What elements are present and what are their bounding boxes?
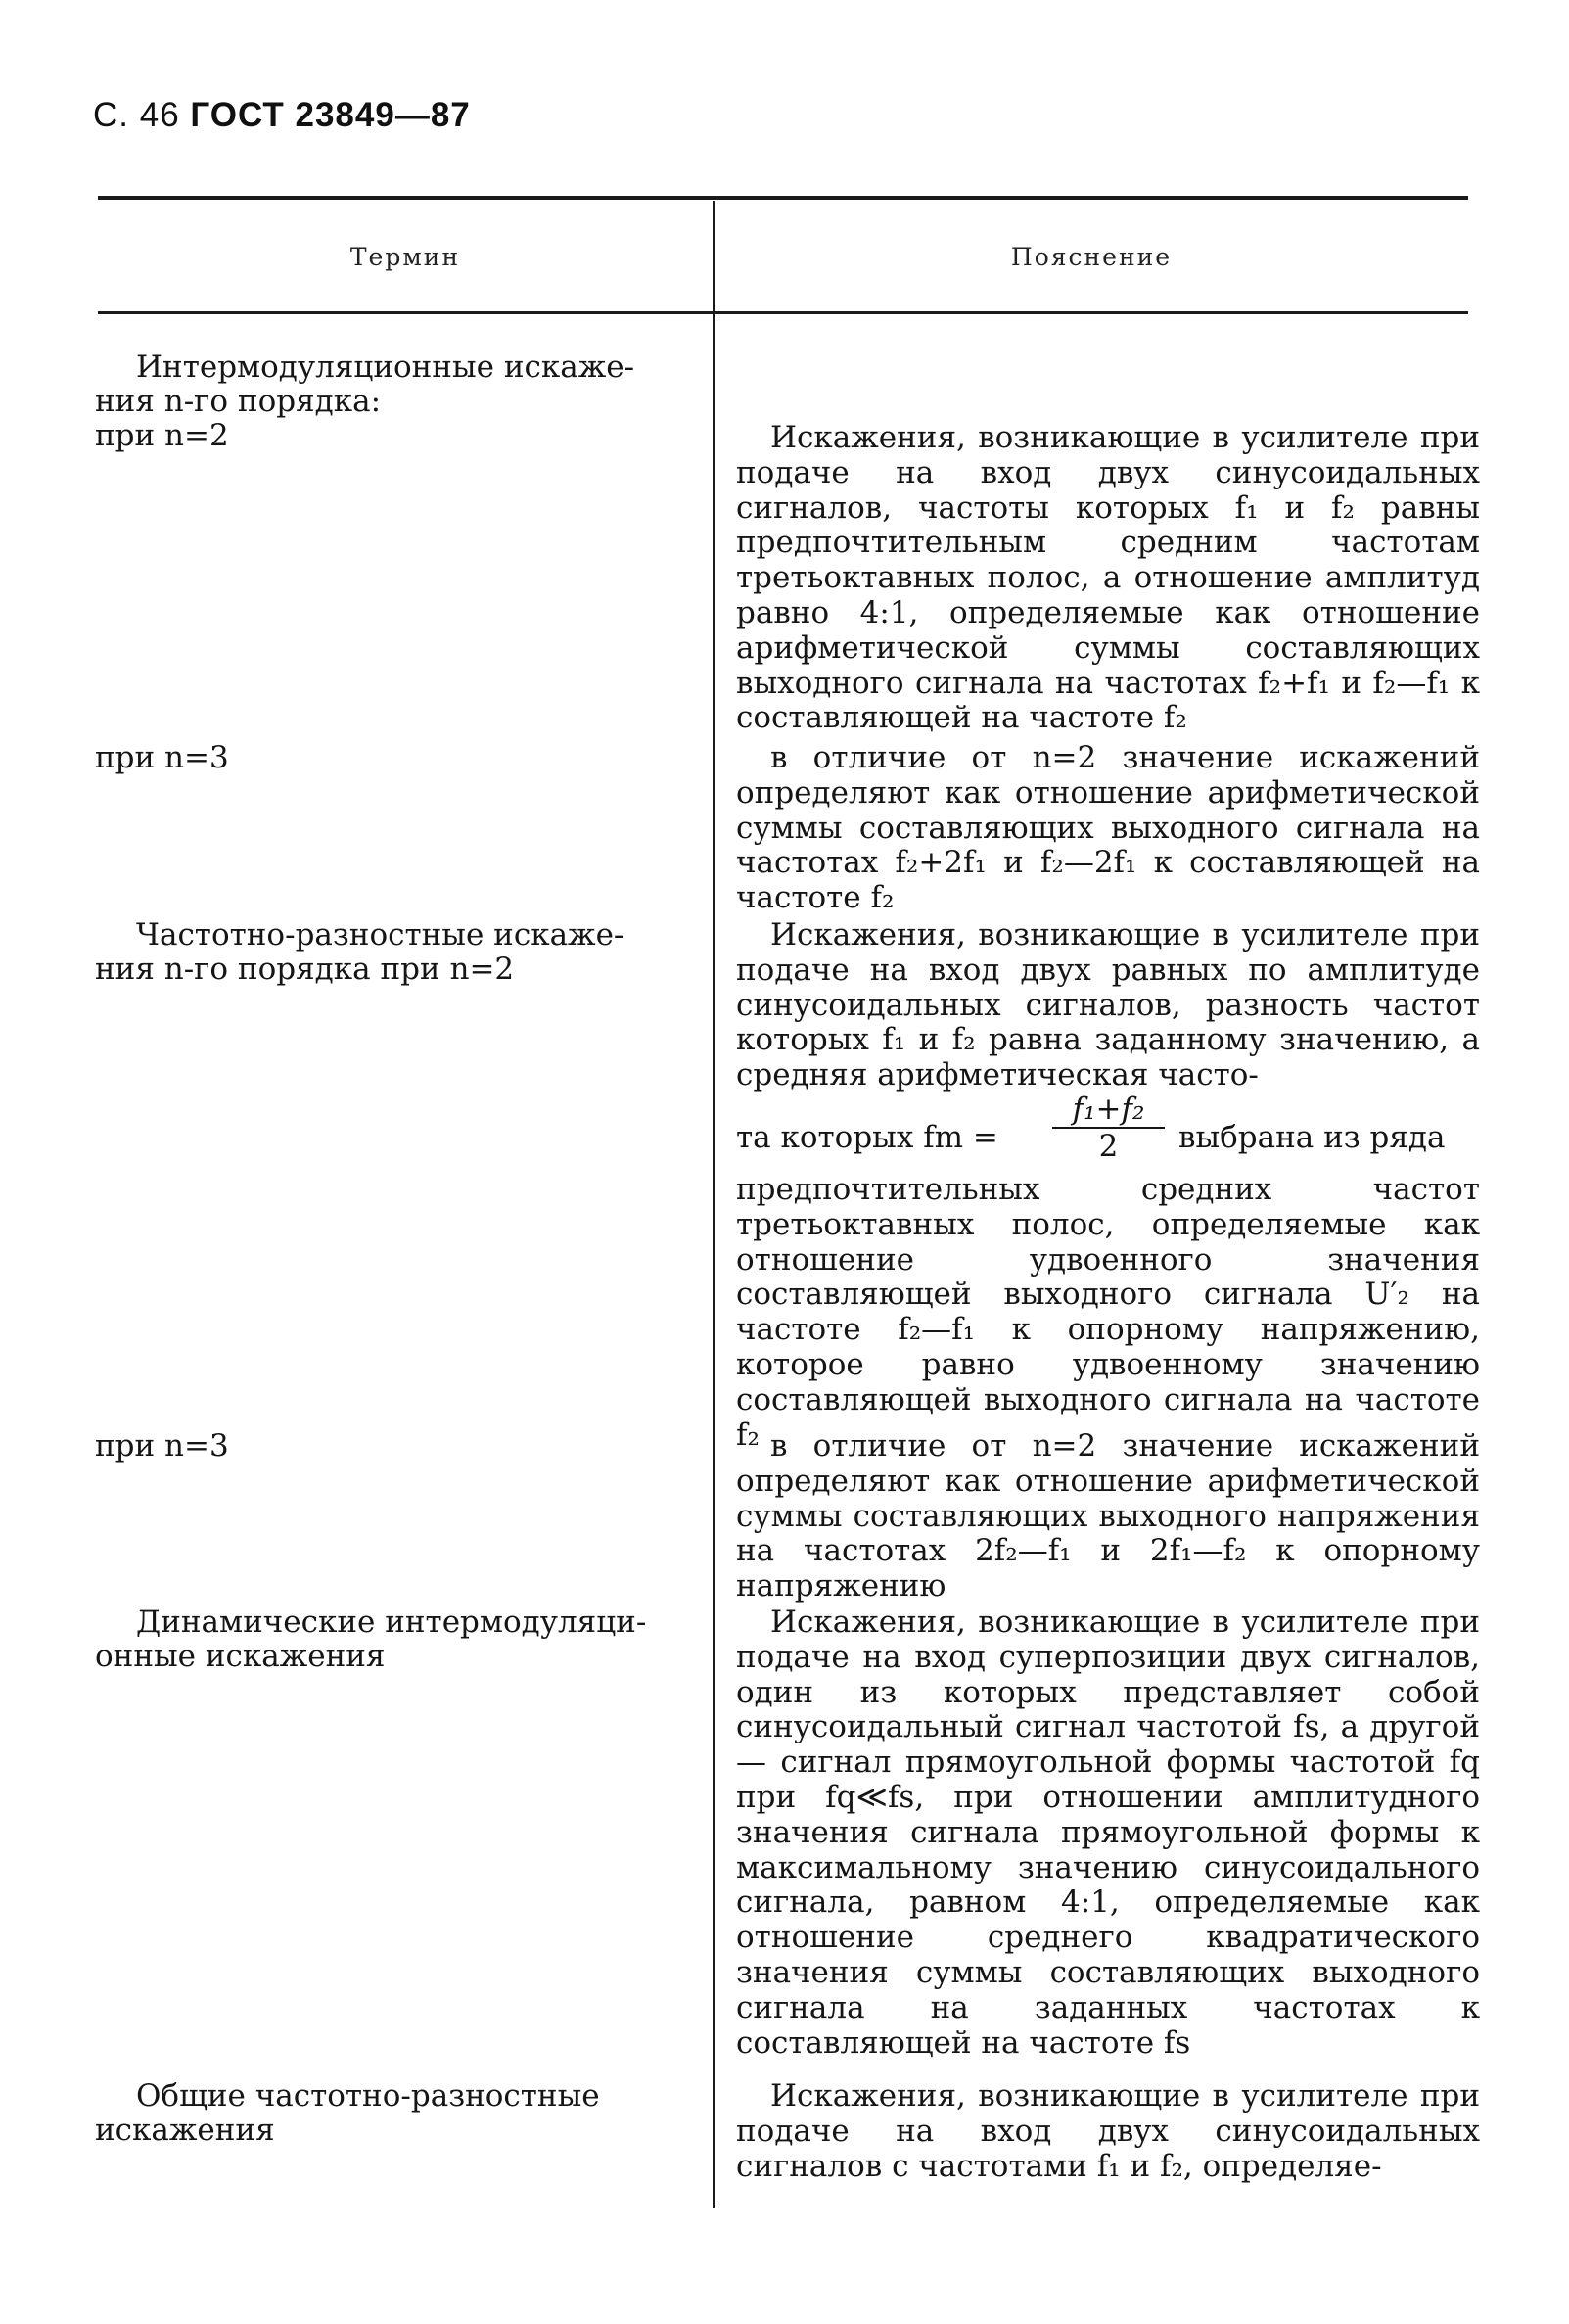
- page-number: С. 46: [93, 96, 180, 134]
- explanation-dynamic-intermodulation: [736, 1605, 1480, 2061]
- term-line: при n=2: [95, 418, 229, 453]
- explanation-frequency-difference: [736, 918, 1480, 1093]
- fraction-denominator: 2: [1098, 1129, 1119, 1164]
- term-general-frequency-difference: [95, 2079, 682, 2148]
- term-intermodulation: [95, 350, 682, 453]
- fraction-numerator: f₁+f₂: [1072, 1092, 1145, 1127]
- explanation-text: предпочтительных средних частот третьоктавных полос, определяемые как отношение удвоенного значения составляющей выходного сигнала U′₂ на частоте f₂—f₁ к опорному напряжению, которое равно удвоенному значению составляющей выходного сигнала на частоте f₂: [736, 1172, 1480, 1453]
- term-line: онные искажения: [95, 1639, 386, 1674]
- term-line: искажения: [95, 2113, 275, 2148]
- term-intermodulation-n3: [95, 741, 682, 775]
- table-header-rule: [98, 311, 1468, 314]
- term-line: при n=3: [95, 740, 229, 775]
- explanation-text: Искажения, возникающие в усилителе при подаче на вход суперпозиции двух сигналов, один из которых представляет собой синусоидальный сигнал частотой fs, а другой — сигнал прямоугольной формы частотой fq при fq≪fs, при отношении амплитудного значения сигнала прямоугольной формы к максимальному значению синусоидального сигнала, равном 4:1, определяемые как отношение среднего квадратического значения суммы составляющих выходного сигнала на заданных частотах к составляющей на частоте fs: [736, 1604, 1480, 2061]
- explanation-text: Искажения, возникающие в усилителе при подаче на вход двух равных по амплитуде синусоидальных сигналов, разность частот которых f₁ и f₂ равна заданному значению, а средняя арифметическая часто-: [736, 917, 1480, 1093]
- explanation-text: в отличие от n=2 значение искажений определяют как отношение арифметической суммы составляющих выходного сигнала на частотах f₂+2f₁ и f₂—2f₁ к составляющей на частоте f₂: [736, 740, 1480, 916]
- explanation-text: в отличие от n=2 значение искажений определяют как отношение арифметической суммы составляющих выходного напряжения на частотах 2f₂—f₁ и 2f₁—f₂ к опорному напряжению: [736, 1428, 1480, 1604]
- term-line: при n=3: [95, 1428, 229, 1464]
- term-dynamic-intermodulation: [95, 1605, 682, 1674]
- page-header: [93, 96, 471, 135]
- term-line: Частотно-разностные искаже-: [136, 917, 624, 953]
- column-header-explanation: Пояснение: [1010, 243, 1173, 271]
- formula-prefix: та которых fm =: [736, 1120, 998, 1155]
- term-line: ния n-го порядка при n=2: [95, 952, 515, 987]
- explanation-text: Искажения, возникающие в усилителе при подаче на вход двух синусоидальных сигналов, частоты которых f₁ и f₂ равны предпочтительным средним частотам третьоктавных полос, а отношение амплитуд равно 4:1, определяемые как отношение арифметической суммы составляющих выходного сигнала на частотах f₂+f₁ и f₂—f₁ к составляющей на частоте f₂: [736, 420, 1480, 736]
- term-line: Динамические интермодуляци-: [136, 1604, 647, 1640]
- explanation-frequency-difference-n3: [736, 1429, 1480, 1604]
- column-header-term: Термин: [349, 243, 461, 271]
- term-line: Интермодуляционные искаже-: [136, 349, 635, 385]
- table-top-rule: [98, 196, 1468, 200]
- mean-frequency-formula: [736, 1092, 1480, 1163]
- term-line: Общие частотно-разностные: [136, 2078, 600, 2114]
- formula-fraction: [1052, 1092, 1165, 1163]
- formula-suffix: выбрана из ряда: [1178, 1120, 1446, 1155]
- explanation-text: Искажения, возникающие в усилителе при подаче на вход двух синусоидальных сигналов с частотами f₁ и f₂, определяе-: [736, 2078, 1480, 2184]
- explanation-frequency-difference-cont: [736, 1173, 1480, 1453]
- standard-code: ГОСТ 23849—87: [190, 96, 471, 134]
- term-frequency-difference-n3: [95, 1429, 682, 1464]
- column-divider: [713, 201, 715, 2208]
- explanation-general-frequency-difference: [736, 2079, 1480, 2184]
- term-frequency-difference: [95, 918, 682, 987]
- term-line: ния n-го порядка:: [95, 384, 382, 419]
- explanation-intermodulation: [736, 421, 1480, 736]
- explanation-intermodulation-n3: [736, 741, 1480, 916]
